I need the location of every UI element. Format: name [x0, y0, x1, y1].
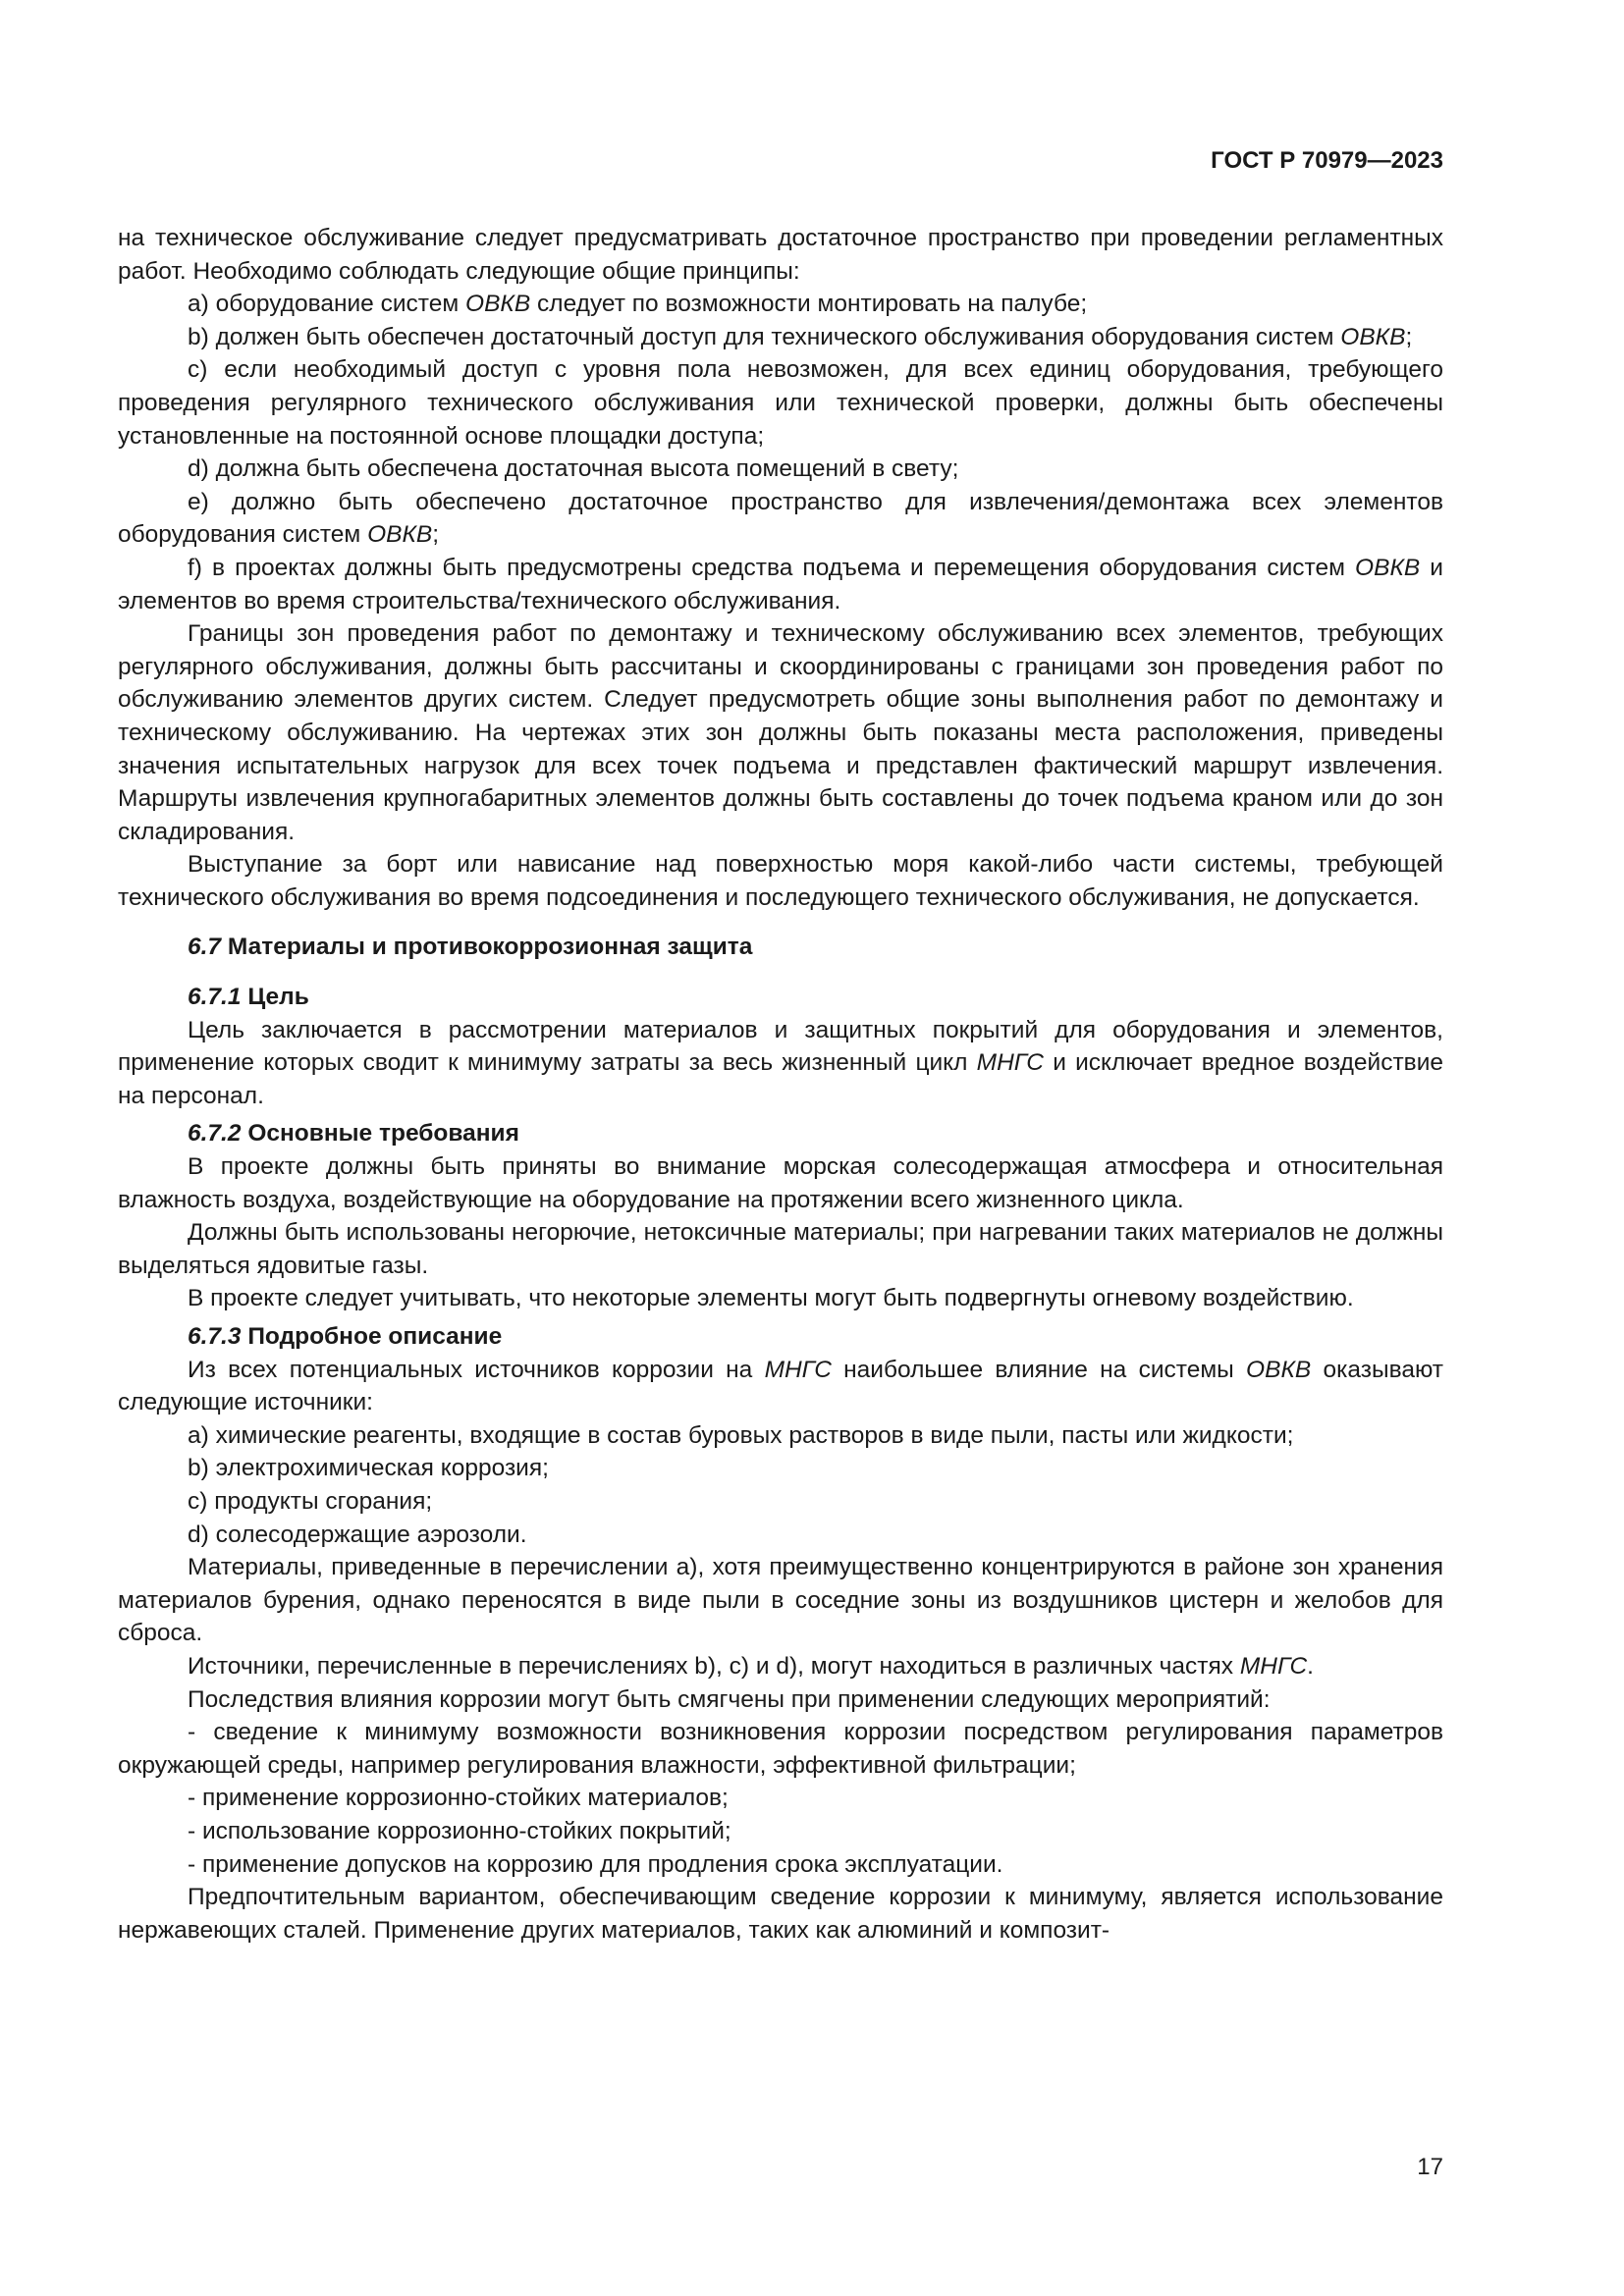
principle-item: a) оборудование систем ОВКВ следует по возможности монтировать на палубе;: [188, 291, 1088, 318]
page-number: 17: [1417, 2154, 1443, 2180]
requirement-paragraph: В проекте следует учитывать, что некоторые элементы могут быть подвергнуты огневому воздействию.: [188, 1285, 1354, 1312]
principle-item: d) должна быть обеспечена достаточная высота помещений в свету;: [188, 455, 959, 483]
requirement-paragraph: В проекте должны быть приняты во внимание морская солесодержащая атмосфера и относительная влажность воздуха, воздействующие на оборудование на протяжении всего жизненного цикла.: [118, 1153, 1443, 1213]
preferred-paragraph: Предпочтительным вариантом, обеспечивающим сведение коррозии к минимуму, является использование нержавеющих сталей. Применение других материалов, таких как алюминий и композит-: [118, 1884, 1443, 1944]
subsection-heading-6-7-2: 6.7.2 Основные требования: [188, 1120, 519, 1148]
source-item: c) продукты сгорания;: [188, 1487, 433, 1515]
document-code-header: ГОСТ Р 70979—2023: [1211, 147, 1443, 174]
section-heading-6-7: 6.7 Материалы и противокоррозионная защита: [188, 934, 753, 961]
source-item: b) электрохимическая коррозия;: [188, 1455, 549, 1482]
principle-item: e) должно быть обеспечено достаточное пространство для извлечения/демонтажа всех элементов оборудования систем ОВКВ;: [118, 488, 1443, 549]
sources-paragraph: Из всех потенциальных источников коррозии на МНГС наибольшее влияние на системы ОВКВ оказывают следующие источники:: [118, 1356, 1443, 1416]
principle-item: f) в проектах должны быть предусмотрены средства подъема и перемещения оборудования систем ОВКВ и элементов во время строительства/технического обслуживания.: [118, 554, 1443, 614]
goal-paragraph: Цель заключается в рассмотрении материалов и защитных покрытий для оборудования и элементов, применение которых сводит к минимуму затраты за весь жизненный цикл МНГС и исключает вредное воздействие на персонал.: [118, 1016, 1444, 1109]
sources-location-paragraph: Источники, перечисленные в перечислениях b), c) и d), могут находиться в различных частях МНГС.: [188, 1652, 1314, 1680]
principle-item: b) должен быть обеспечен достаточный доступ для технического обслуживания оборудования систем ОВКВ;: [188, 323, 1413, 350]
subsection-heading-6-7-3: 6.7.3 Подробное описание: [188, 1323, 503, 1350]
mitigation-paragraph: Последствия влияния коррозии могут быть смягчены при применении следующих мероприятий:: [188, 1685, 1271, 1713]
borders-paragraph: Границы зон проведения работ по демонтажу и техническому обслуживанию всех элементов, требующих регулярного обслуживания, должны быть рассчитаны и скоординированы с границами зон проведения работ по обслуживанию элементов других систем. Следует предусмотреть общие зоны выполнения работ по демонтажу и техническому обслуживанию. На чертежах этих зон должны быть показаны места расположения, приведены значения испытательных нагрузок для всех точек подъема и представлен фактический маршрут извлечения. Маршруты извлечения крупногабаритных элементов должны быть составлены до точек подъема краном или до зон складирования.: [118, 620, 1443, 845]
principle-item: c) если необходимый доступ с уровня пола невозможен, для всех единиц оборудования, требующего проведения регулярного технического обслуживания или технической проверки, должны быть обеспечены установленные на постоянной основе площадки доступа;: [118, 356, 1443, 450]
source-item: d) солесодержащие аэрозоли.: [188, 1521, 527, 1548]
intro-paragraph: на техническое обслуживание следует предусматривать достаточное пространство при проведении регламентных работ. Необходимо соблюдать следующие общие принципы:: [118, 225, 1443, 285]
measure-item: - применение коррозионно-стойких материалов;: [188, 1785, 729, 1812]
materials-paragraph: Материалы, приведенные в перечислении a), хотя преимущественно концентрируются в районе зон хранения материалов бурения, однако переносятся в виде пыли в соседние зоны из воздушников цистерн и желобов для сброса.: [118, 1554, 1443, 1647]
requirement-paragraph: Должны быть использованы негорючие, нетоксичные материалы; при нагревании таких материалов не должны выделяться ядовитые газы.: [118, 1219, 1443, 1279]
source-item: a) химические реагенты, входящие в состав буровых растворов в виде пыли, пасты или жидкости;: [188, 1421, 1294, 1449]
overboard-paragraph: Выступание за борт или нависание над поверхностью моря какой-либо части системы, требующей технического обслуживания во время подсоединения и последующего технического обслуживания, не допускается.: [118, 851, 1443, 911]
measure-item: - использование коррозионно-стойких покрытий;: [188, 1817, 731, 1844]
measure-item: - сведение к минимуму возможности возникновения коррозии посредством регулирования параметров окружающей среды, например регулирования влажности, эффективной фильтрации;: [118, 1719, 1443, 1779]
measure-item: - применение допусков на коррозию для продления срока эксплуатации.: [188, 1850, 1003, 1878]
subsection-heading-6-7-1: 6.7.1 Цель: [188, 984, 309, 1011]
page-body: [118, 222, 1443, 1947]
